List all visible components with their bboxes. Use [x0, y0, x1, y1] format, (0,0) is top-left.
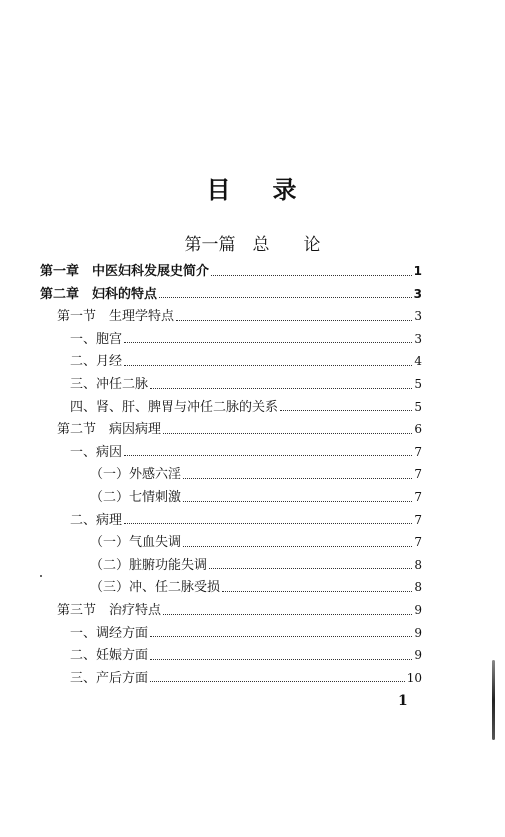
toc-entry-page: 9 [414, 625, 422, 640]
toc-entry-page: 3 [413, 286, 422, 301]
toc-entry-label: （二）七情刺激 [90, 490, 182, 505]
scan-artifact [492, 660, 495, 740]
toc-entry-page: 8 [414, 557, 422, 572]
toc-leader-dots [163, 602, 412, 615]
toc-leader-dots [150, 669, 405, 682]
toc-entry-label: 三、产后方面 [70, 670, 149, 686]
toc-entry-label: 二、妊娠方面 [70, 648, 149, 664]
toc-entry-page: 3 [414, 309, 422, 324]
toc-entry-page: 7 [414, 512, 422, 527]
toc-leader-dots [150, 624, 412, 637]
toc-entry-page: 9 [414, 648, 422, 663]
toc-leader-dots [124, 443, 412, 456]
toc-entry-label: 第一章 中医妇科发展史简介 [40, 264, 210, 279]
toc-entry [57, 306, 422, 326]
toc-entry [70, 374, 422, 394]
toc-leader-dots [209, 556, 412, 569]
toc-entry [90, 464, 422, 484]
toc-entry-label: 第一节 生理学特点 [57, 309, 175, 325]
toc-leader-dots [159, 285, 412, 298]
page-number: 1 [398, 693, 408, 709]
toc-entry-label: （三）冲、任二脉受损 [90, 580, 221, 596]
toc-entry-page: 3 [414, 331, 422, 346]
toc-entry-page: 8 [414, 580, 422, 595]
toc-entry [70, 351, 422, 371]
toc-leader-dots [150, 647, 412, 660]
toc-entry-label: 三、冲任二脉 [70, 377, 149, 392]
toc-entry [57, 600, 422, 620]
toc-entry-label: 二、病理 [70, 512, 123, 528]
toc-entry-label: 一、调经方面 [70, 625, 149, 641]
toc-entry-label: 第二章 妇科的特点 [40, 286, 158, 302]
scan-speck [40, 575, 42, 577]
title-char-1: 目 [206, 176, 233, 204]
toc-entry-page: 7 [414, 490, 422, 504]
toc-leader-dots [150, 376, 412, 389]
toc-entry-page: 10 [406, 670, 422, 685]
toc-entry [40, 284, 422, 304]
toc-entry-page: 7 [414, 467, 422, 482]
toc-entry-page: 7 [414, 444, 422, 459]
toc-leader-dots [176, 308, 412, 321]
toc-entry-label: 二、月经 [70, 354, 123, 370]
toc-entry-label: 一、病因 [70, 444, 123, 460]
toc-entry-page: 5 [414, 399, 422, 414]
toc-entry-label: 第三节 治疗特点 [57, 603, 162, 618]
toc-entry-page: 4 [414, 354, 422, 369]
toc-entry-label: （一）外感六淫 [90, 467, 182, 483]
toc-entry-label: 第二节 病因病理 [57, 422, 162, 438]
toc-entry-label: 一、胞宫 [70, 331, 123, 347]
page-title [0, 170, 505, 205]
title-char-2: 录 [272, 176, 299, 204]
toc-leader-dots [222, 579, 412, 592]
toc-entry [90, 555, 422, 575]
toc-leader-dots [183, 466, 412, 479]
toc-leader-dots [280, 398, 412, 411]
toc-entry-label: 四、肾、肝、脾胃与冲任二脉的关系 [70, 399, 279, 415]
toc-entry [70, 329, 422, 349]
toc-entry [70, 623, 422, 643]
toc-entry-page: 7 [414, 535, 422, 550]
toc-entry [70, 442, 422, 462]
toc-entry-page: 6 [414, 422, 422, 437]
toc-leader-dots [124, 330, 412, 343]
toc-leader-dots [183, 489, 412, 502]
toc-leader-dots [211, 263, 412, 276]
toc-entry [57, 419, 422, 439]
toc-leader-dots [124, 511, 412, 524]
toc-leader-dots [124, 353, 412, 366]
toc-entry [90, 487, 422, 507]
toc-entry-page: 1 [413, 264, 422, 278]
toc-entry [90, 577, 422, 597]
toc-entry-page: 5 [414, 377, 422, 391]
toc-entry-label: （一）气血失调 [90, 535, 182, 551]
toc-entry [70, 397, 422, 417]
toc-entry [70, 668, 422, 688]
toc-leader-dots [163, 421, 412, 434]
part-heading: 第一篇 总 论 [184, 235, 321, 255]
toc-leader-dots [183, 534, 412, 547]
toc-entry [40, 261, 422, 281]
toc-entry [70, 645, 422, 665]
toc-entry [70, 510, 422, 530]
toc-entry-page: 9 [414, 603, 422, 617]
toc-entry-label: （二）脏腑功能失调 [90, 557, 208, 573]
toc-entry [90, 532, 422, 552]
